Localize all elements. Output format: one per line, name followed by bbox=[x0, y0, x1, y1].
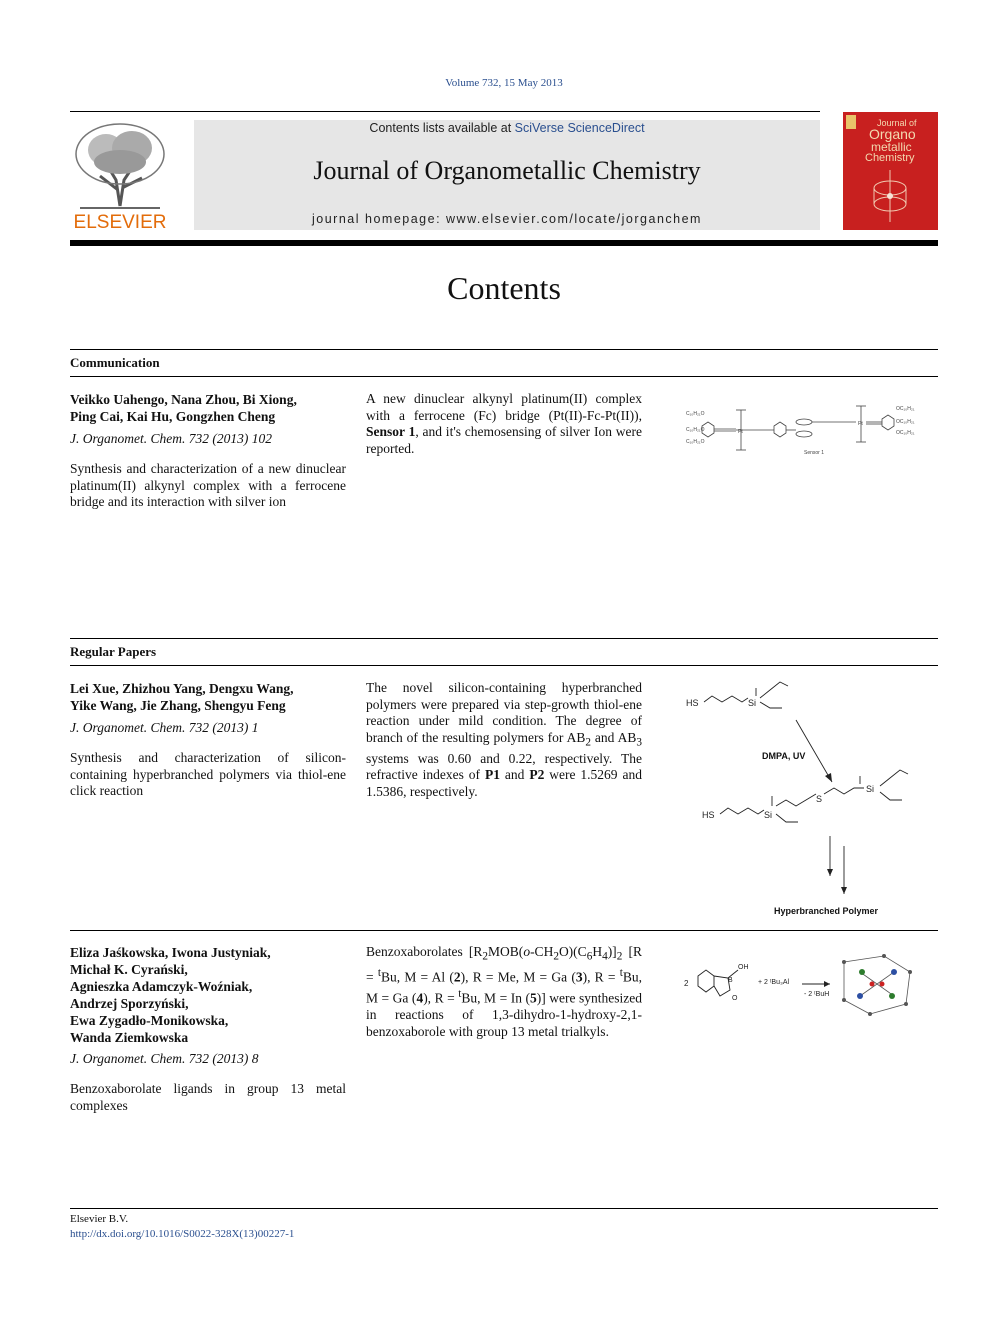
graphic-label: HS bbox=[686, 698, 699, 708]
journal-homepage[interactable]: journal homepage: www.elsevier.com/locate/jorganchem bbox=[312, 212, 702, 226]
author-line: Veikko Uahengo, Nana Zhou, Bi Xiong, bbox=[70, 392, 297, 407]
graphic-byproduct: - 2 ᵗBuH bbox=[804, 991, 830, 998]
entry-citation[interactable]: J. Organomet. Chem. 732 (2013) 1 bbox=[70, 720, 259, 735]
author-line: Ewa Zygadło-Monikowska, bbox=[70, 1013, 229, 1028]
entry-title[interactable]: Benzoxaborolate ligands in group 13 metal complexes bbox=[70, 1081, 346, 1113]
author-line: Eliza Jaśkowska, Iwona Justyniak, bbox=[70, 945, 271, 960]
author-line: Andrzej Sporzyński, bbox=[70, 996, 189, 1011]
header-thick-rule bbox=[70, 240, 938, 246]
contents-available bbox=[194, 121, 820, 135]
elsevier-logo bbox=[70, 120, 170, 232]
graphic-reagent: DMPA, UV bbox=[762, 751, 806, 761]
footer-publisher: Elsevier B.V. bbox=[70, 1213, 129, 1225]
entry-abstract: Benzoxaborolates $[R_2MOB(o-CH_2O)(C_6H_4)]_2$ [R = $^t$Bu, M = Al (2), R = Me, M = Ga (3), R = $^t$Bu, M = Ga (4), R = $^t$Bu, M = In (5)] were synthesized in reactions of 1,3-dihydro-1-hydroxy-2,1-benzoxaborole with group 13 metal trialkyls. bbox=[366, 944, 643, 1039]
graphic-label: Si bbox=[866, 784, 875, 794]
entry-citation[interactable]: J. Organomet. Chem. 732 (2013) 8 bbox=[70, 1051, 259, 1066]
page-title: Contents bbox=[447, 270, 561, 306]
svg-text:OC₁₀H₂₁: OC₁₀H₂₁ bbox=[896, 406, 915, 412]
crystal-structure-icon bbox=[842, 954, 912, 1016]
svg-text:C₁₀H₂₁O: C₁₀H₂₁O bbox=[686, 439, 705, 445]
entry-citation[interactable]: J. Organomet. Chem. 732 (2013) 102 bbox=[70, 431, 272, 446]
elsevier-wordmark: ELSEVIER bbox=[73, 212, 167, 232]
footer-doi-link[interactable]: http://dx.doi.org/10.1016/S0022-328X(13)00227-1 bbox=[70, 1228, 295, 1240]
author-line: Lei Xue, Zhizhou Yang, Dengxu Wang, bbox=[70, 681, 294, 696]
graphic-label: Si bbox=[764, 810, 773, 820]
entry-authors bbox=[70, 944, 350, 1046]
graphic-label: S bbox=[816, 794, 823, 804]
graphic-label: HS bbox=[702, 810, 715, 820]
graphic-label: 2 bbox=[684, 979, 689, 988]
graphical-abstract-sensor bbox=[684, 388, 924, 469]
svg-text:OC₁₀H₂₁: OC₁₀H₂₁ bbox=[896, 430, 915, 436]
svg-text:OC₁₀H₂₁: OC₁₀H₂₁ bbox=[896, 419, 915, 425]
entry-authors bbox=[70, 391, 350, 425]
sciverse-link[interactable]: SciVerse ScienceDirect bbox=[514, 121, 645, 135]
cover-title-line2: Organo bbox=[869, 126, 916, 142]
svg-text:C₁₀H₂₁O: C₁₀H₂₁O bbox=[686, 427, 705, 433]
cover-image bbox=[843, 112, 938, 230]
graphic-label: Si bbox=[748, 698, 757, 708]
author-line: Ping Cai, Kai Hu, Gongzhen Cheng bbox=[70, 409, 276, 424]
author-line: Michał K. Cyrański, bbox=[70, 962, 188, 977]
author-line: Agnieszka Adamczyk-Woźniak, bbox=[70, 979, 253, 994]
cover-title-line4: Chemistry bbox=[865, 152, 915, 164]
abstract-text: A new dinuclear alkynyl platinum(II) complex with a ferrocene (Fc) bridge (Pt(II)-Fc-Pt(II)), bbox=[366, 391, 642, 423]
cover-title-line1: Journal of bbox=[877, 118, 917, 128]
entry-authors bbox=[70, 680, 350, 714]
graphic-reagent: + 2 ᵗBu₃Al bbox=[758, 979, 790, 986]
entry-divider bbox=[70, 930, 938, 931]
entry-abstract bbox=[366, 391, 642, 457]
author-line: Yike Wang, Jie Zhang, Shengyu Feng bbox=[70, 698, 286, 713]
sensor-caption: Sensor 1 bbox=[804, 450, 825, 456]
svg-text:Pt: Pt bbox=[858, 421, 863, 427]
graphical-abstract-polymer bbox=[684, 676, 924, 925]
svg-text:Pt: Pt bbox=[738, 429, 743, 435]
footer-rule bbox=[70, 1208, 938, 1209]
graphical-abstract-benzoxaborolate bbox=[684, 942, 924, 1031]
abstract-bold: Sensor 1 bbox=[366, 424, 416, 439]
polymer-scheme-image bbox=[684, 676, 924, 920]
sensor-structure-image bbox=[684, 388, 924, 464]
author-line: Wanda Ziemkowska bbox=[70, 1030, 189, 1045]
graphic-label: OH bbox=[738, 964, 749, 971]
journal-cover bbox=[843, 112, 938, 230]
abstract-text: , and it's chemosensing of silver Ion were reported. bbox=[366, 424, 642, 456]
entry-abstract: The novel silicon-containing hyperbranched polymers were prepared via step-growth thiol-ene reaction under mild condition. The degree of branch of the resulting polymers for $AB_2$ and $AB_3$ systems was 0.60 and 0.22, respectively. The refractive indexes of P1 and P2 were 1.5269 and 1.5386, respectively. bbox=[366, 680, 642, 799]
contents-available-prefix: Contents lists available at bbox=[369, 121, 515, 135]
volume-info: Volume 732, 15 May 2013 bbox=[445, 77, 563, 89]
journal-banner bbox=[194, 120, 820, 230]
section-title: Regular Papers bbox=[70, 644, 157, 659]
elsevier-tree-icon bbox=[70, 120, 170, 232]
entry-title[interactable]: Synthesis and characterization of a new dinuclear platinum(II) alkynyl complex with a ferrocene bridge and its interaction with silver ion bbox=[70, 461, 346, 509]
graphic-label: B bbox=[728, 977, 733, 984]
header-rule bbox=[70, 111, 820, 112]
section-title: Communication bbox=[70, 355, 160, 370]
svg-text:C₁₀H₂₁O: C₁₀H₂₁O bbox=[686, 411, 705, 417]
graphic-label: O bbox=[732, 995, 738, 1002]
section-header-regular-papers bbox=[70, 638, 938, 666]
entry-title[interactable]: Synthesis and characterization of silicon-containing hyperbranched polymers via thiol-ene click reaction bbox=[70, 750, 346, 798]
graphic-product: Hyperbranched Polymer bbox=[774, 906, 879, 916]
section-header-communication bbox=[70, 349, 938, 377]
journal-title: Journal of Organometallic Chemistry bbox=[313, 156, 701, 185]
cover-title-line3: metallic bbox=[871, 140, 912, 154]
benzoxaborolate-scheme-image bbox=[684, 942, 924, 1026]
